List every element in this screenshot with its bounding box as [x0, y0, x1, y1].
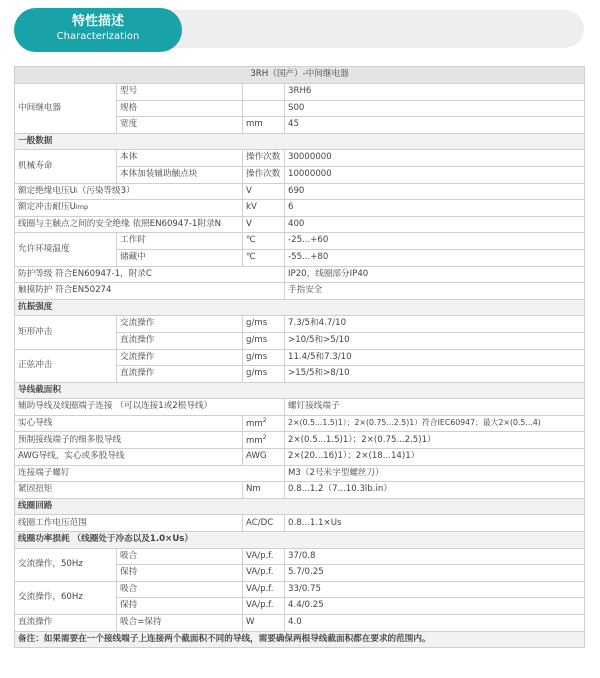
- cell: 本体: [117, 150, 243, 167]
- table-note: 备注：如果需要在一个接线端子上连接两个截面积不同的导线，需要确保两根导线截面积都在要求的范围内。: [15, 631, 585, 648]
- relay-label: 中间继电器: [15, 84, 117, 134]
- cell: 线圈工作电压范围: [15, 515, 243, 532]
- cell: 机械寿命: [15, 150, 117, 183]
- cell: 正弦冲击: [15, 349, 117, 382]
- header-pill: [14, 8, 182, 52]
- cell: 连接端子螺钉: [15, 465, 285, 482]
- cell: 3RH6: [285, 84, 585, 101]
- table-row: [15, 465, 585, 482]
- cell: 额定绝缘电压Ui（污染等级3）: [15, 183, 243, 200]
- cell: M3（2号米字型螺丝刀）: [285, 465, 585, 482]
- cell: 直流操作: [117, 366, 243, 383]
- table-row: [15, 432, 585, 449]
- cell: -55...+80: [285, 249, 585, 266]
- cell: 7.3/5和4.7/10: [285, 316, 585, 333]
- note-row: [15, 631, 585, 648]
- cell: [243, 84, 285, 101]
- cell: 预制接线端子的细多股导线: [15, 432, 243, 449]
- cell: V: [243, 216, 285, 233]
- cell: VA/p.f.: [243, 598, 285, 615]
- cell: AC/DC: [243, 515, 285, 532]
- cell: 触摸防护 符合EN50274: [15, 283, 285, 300]
- table-row: [15, 515, 585, 532]
- cell: 6: [285, 200, 585, 217]
- cell: 33/0.75: [285, 581, 585, 598]
- cell: 额定冲击耐压Uimp: [15, 200, 243, 217]
- cell: 储藏中: [117, 249, 243, 266]
- cell: 交流操作: [117, 349, 243, 366]
- cell: ℃: [243, 233, 285, 250]
- section-row: [15, 532, 585, 549]
- header-title: 特性描述: [71, 14, 124, 29]
- table-row: [15, 233, 585, 250]
- table-row: [15, 216, 585, 233]
- cell: $mm^2$: [243, 415, 285, 432]
- table-row: [15, 615, 585, 632]
- cell: 型号: [117, 84, 243, 101]
- cell: 工作时: [117, 233, 243, 250]
- table-title: 3RH（国产）-中间继电器: [15, 67, 585, 84]
- cell: AWG: [243, 449, 285, 466]
- table-row: [15, 266, 585, 283]
- table-row: [15, 548, 585, 565]
- table-row: [15, 449, 585, 466]
- table-row: [15, 415, 585, 432]
- cell: 本体加装辅助触点块: [117, 166, 243, 183]
- cell: 螺钉接线端子: [285, 399, 585, 416]
- table-row: [15, 399, 585, 416]
- cell: 690: [285, 183, 585, 200]
- cell: kV: [243, 200, 285, 217]
- cell: 0.8...1.1×Us: [285, 515, 585, 532]
- cell: 线圈与主触点之间的安全绝缘 依照EN60947-1附录N: [15, 216, 243, 233]
- section-row: [15, 299, 585, 316]
- cell: [243, 100, 285, 117]
- section-row: [15, 382, 585, 399]
- cell: 2×(0.5...1.5)1）；2×(0.75...2.5)1）: [285, 432, 585, 449]
- cell: VA/p.f.: [243, 565, 285, 582]
- cell: ℃: [243, 249, 285, 266]
- cell: mm: [243, 117, 285, 134]
- table-row: [15, 349, 585, 366]
- table-row: [15, 581, 585, 598]
- section-row: [15, 133, 585, 150]
- cell: 直流操作: [15, 615, 117, 632]
- cell: 0.8...1.2（7...10.3lb.in）: [285, 482, 585, 499]
- cell: 30000000: [285, 150, 585, 167]
- table-row: [15, 183, 585, 200]
- cell: 11.4/5和7.3/10: [285, 349, 585, 366]
- cell: 允许环境温度: [15, 233, 117, 266]
- cell: -25...+60: [285, 233, 585, 250]
- cell: 辅助导线及线圈端子连接 （可以连接1或2根导线）: [15, 399, 285, 416]
- table-row: [15, 84, 585, 101]
- cell: 操作次数: [243, 150, 285, 167]
- cell: 交流操作，50Hz: [15, 548, 117, 581]
- section-conductor: 导线截面积: [15, 382, 585, 399]
- section-row: [15, 498, 585, 515]
- cell: 400: [285, 216, 585, 233]
- cell: 2×(20...16)1）；2×(18...14)1）: [285, 449, 585, 466]
- cell: $mm^2$: [243, 432, 285, 449]
- table-row: [15, 200, 585, 217]
- cell: IP20，线圈部分IP40: [285, 266, 585, 283]
- cell: >10/5和>5/10: [285, 332, 585, 349]
- cell: g/ms: [243, 316, 285, 333]
- cell: 直流操作: [117, 332, 243, 349]
- section-shock: 抗振强度: [15, 299, 585, 316]
- table-row: [15, 482, 585, 499]
- cell: >15/5和>8/10: [285, 366, 585, 383]
- cell: 防护等级 符合EN60947-1，附录C: [15, 266, 285, 283]
- cell: 45: [285, 117, 585, 134]
- cell: 宽度: [117, 117, 243, 134]
- cell: g/ms: [243, 332, 285, 349]
- cell: 吸合: [117, 548, 243, 565]
- cell: g/ms: [243, 366, 285, 383]
- cell: 37/0.8: [285, 548, 585, 565]
- table-row: [15, 150, 585, 167]
- cell: g/ms: [243, 349, 285, 366]
- section-coil: 线圈回路: [15, 498, 585, 515]
- table-title-row: [15, 67, 585, 84]
- cell: V: [243, 183, 285, 200]
- cell: 紧固扭矩: [15, 482, 243, 499]
- cell: 手指安全: [285, 283, 585, 300]
- cell: W: [243, 615, 285, 632]
- cell: S00: [285, 100, 585, 117]
- section-general: 一般数据: [15, 133, 585, 150]
- cell: 2×(0.5...1.5)1）；2×(0.75...2.5)1）符合IEC60947；最大2×(0.5...4): [285, 415, 585, 432]
- cell: 10000000: [285, 166, 585, 183]
- cell: VA/p.f.: [243, 581, 285, 598]
- cell: 保持: [117, 598, 243, 615]
- cell: 规格: [117, 100, 243, 117]
- cell: 吸合: [117, 581, 243, 598]
- table-row: [15, 283, 585, 300]
- cell: VA/p.f.: [243, 548, 285, 565]
- cell: 交流操作: [117, 316, 243, 333]
- section-power: 线圈功率损耗 （线圈处于冷态以及1.0×Us）: [15, 532, 585, 549]
- header-subtitle: Characterization: [56, 31, 140, 42]
- cell: 实心导线: [15, 415, 243, 432]
- cell: 操作次数: [243, 166, 285, 183]
- spec-table: [14, 66, 585, 648]
- table-row: [15, 316, 585, 333]
- cell: 吸合=保持: [117, 615, 243, 632]
- cell: 4.0: [285, 615, 585, 632]
- cell: 交流操作，60Hz: [15, 581, 117, 614]
- cell: 5.7/0.25: [285, 565, 585, 582]
- cell: 4.4/0.25: [285, 598, 585, 615]
- cell: 矩形冲击: [15, 316, 117, 349]
- cell: AWG导线，实心或多股导线: [15, 449, 243, 466]
- cell: Nm: [243, 482, 285, 499]
- cell: 保持: [117, 565, 243, 582]
